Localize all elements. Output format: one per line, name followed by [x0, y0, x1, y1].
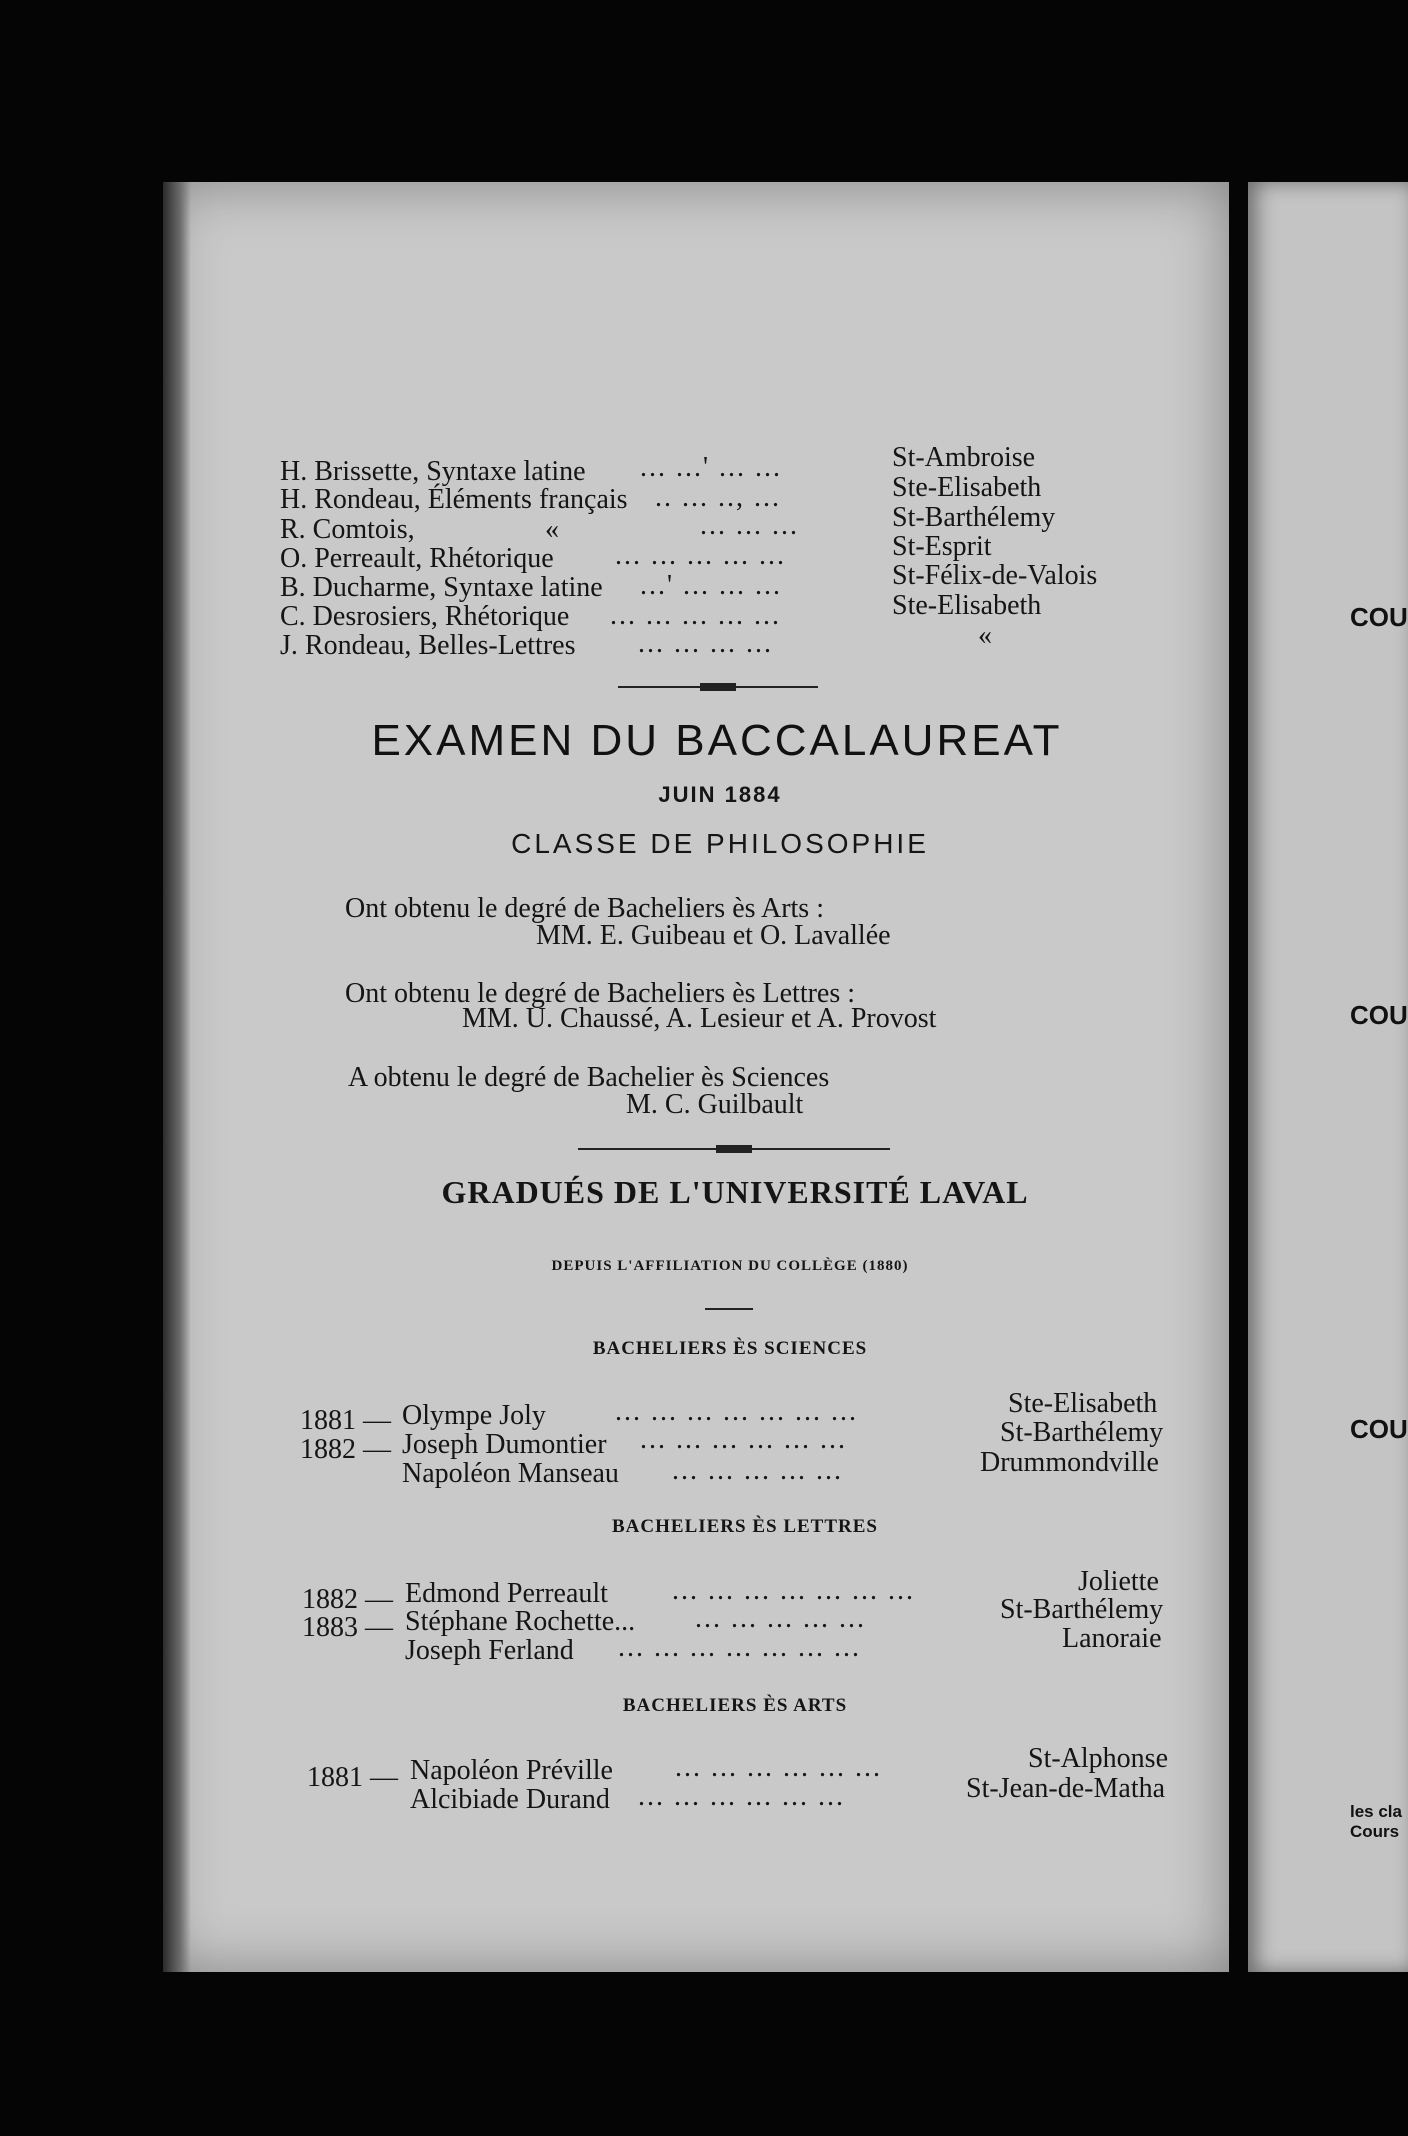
- section-divider: [618, 686, 818, 688]
- leader-dots: ... ... ... ... ...: [695, 1603, 866, 1634]
- grad-name: Napoléon Préville: [410, 1755, 613, 1786]
- prize-name: H. Brissette, Syntaxe latine: [280, 456, 586, 487]
- leader-dots: ... ... ... ... ... ... ...: [672, 1575, 915, 1606]
- prize-name: C. Desrosiers, Rhétorique: [280, 601, 570, 632]
- adjacent-page-fragment: les cla: [1350, 1802, 1402, 1821]
- adjacent-page-fragment: COU: [1350, 1414, 1408, 1444]
- leader-dots: .. ... .., ...: [655, 482, 781, 513]
- grad-name: Napoléon Manseau: [402, 1458, 619, 1489]
- graduates-subtitle: DEPUIS L'AFFILIATION DU COLLÈGE (1880): [551, 1258, 909, 1274]
- leader-dots: ...' ... ... ...: [640, 570, 783, 601]
- prize-name: J. Rondeau, Belles-Lettres: [280, 630, 576, 661]
- grad-name: Alcibiade Durand: [410, 1784, 610, 1815]
- arts-intro: Ont obtenu le degré de Bacheliers ès Arts :: [345, 893, 824, 924]
- prize-place: Ste-Elisabeth: [892, 590, 1042, 621]
- adjacent-page-fragment: Cours: [1350, 1822, 1400, 1841]
- section-divider: [578, 1148, 890, 1150]
- adjacent-page-fragment: COU: [1350, 1000, 1408, 1030]
- prize-place: St-Esprit: [892, 531, 992, 562]
- grad-place: Lanoraie: [1062, 1623, 1162, 1654]
- leader-dots: ... ... ... ... ...: [672, 1455, 843, 1486]
- grad-place: Joliette: [1078, 1566, 1159, 1597]
- leader-dots: ... ...' ... ...: [640, 452, 783, 483]
- grad-place: Ste-Elisabeth: [1008, 1388, 1158, 1419]
- leader-dots: ... ... ... ... ... ... ...: [615, 1396, 858, 1427]
- prize-name: B. Ducharme, Syntaxe latine: [280, 572, 603, 603]
- adjacent-page: [1248, 182, 1408, 1972]
- sciences-names: M. C. Guilbault: [626, 1089, 804, 1120]
- prize-place: St-Ambroise: [892, 442, 1036, 473]
- grad-name: Olympe Joly: [402, 1400, 546, 1431]
- prize-name: O. Perreault, Rhétorique: [280, 543, 554, 574]
- leader-dots: ... ... ... ...: [638, 628, 773, 659]
- grad-name: Stéphane Rochette...: [405, 1606, 636, 1637]
- leader-dots: ... ... ... ... ... ...: [640, 1424, 847, 1455]
- leader-dots: ... ... ...: [700, 510, 799, 541]
- grad-place: St-Alphonse: [1028, 1743, 1168, 1774]
- grad-name: Joseph Ferland: [405, 1635, 574, 1666]
- arts-names: MM. E. Guibeau et O. Lavallée: [536, 920, 891, 951]
- leader-dots: ... ... ... ... ... ... ...: [618, 1632, 861, 1663]
- sciences-intro: A obtenu le degré de Bachelier ès Sciences: [348, 1062, 830, 1093]
- grad-place: St-Barthélemy: [1000, 1594, 1164, 1625]
- leader-dots: ... ... ... ... ... ...: [638, 1781, 845, 1812]
- leader-dots: ... ... ... ... ... ...: [675, 1752, 882, 1783]
- prize-name: R. Comtois,: [280, 514, 415, 545]
- prize-place: «: [978, 620, 992, 651]
- grad-year: 1881 —: [300, 1405, 391, 1436]
- ditto-mark: «: [545, 514, 559, 545]
- grad-year: 1882 —: [302, 1584, 393, 1615]
- exam-date: JUIN 1884: [658, 782, 782, 807]
- grad-year: 1883 —: [302, 1612, 393, 1643]
- prize-place: St-Barthélemy: [892, 502, 1056, 533]
- prize-name: H. Rondeau, Éléments français: [280, 484, 628, 515]
- lettres-heading: BACHELIERS ÈS LETTRES: [612, 1516, 878, 1537]
- grad-place: St-Barthélemy: [1000, 1417, 1164, 1448]
- short-divider: [705, 1308, 753, 1310]
- leader-dots: ... ... ... ... ...: [610, 600, 781, 631]
- graduates-title: GRADUÉS DE L'UNIVERSITÉ LAVAL: [441, 1174, 1029, 1210]
- grad-year: 1881 —: [307, 1762, 398, 1793]
- arts-heading: BACHELIERS ÈS ARTS: [622, 1695, 848, 1716]
- grad-year: 1882 —: [300, 1434, 391, 1465]
- adjacent-page-fragment: COU: [1350, 602, 1408, 632]
- grad-name: Joseph Dumontier: [402, 1429, 607, 1460]
- grad-place: St-Jean-de-Matha: [966, 1773, 1166, 1804]
- exam-class: CLASSE DE PHILOSOPHIE: [511, 828, 929, 859]
- prize-place: Ste-Elisabeth: [892, 472, 1042, 503]
- grad-name: Edmond Perreault: [405, 1578, 608, 1609]
- prize-place: St-Félix-de-Valois: [892, 560, 1098, 591]
- page-binding-edge: [163, 182, 191, 1972]
- lettres-intro: Ont obtenu le degré de Bacheliers ès Lettres :: [345, 978, 856, 1009]
- grad-place: Drummondville: [980, 1447, 1159, 1478]
- exam-title: EXAMEN DU BACCALAUREAT: [371, 716, 1063, 765]
- lettres-names: MM. U. Chaussé, A. Lesieur et A. Provost: [462, 1003, 937, 1034]
- sciences-heading: BACHELIERS ÈS SCIENCES: [592, 1338, 868, 1359]
- leader-dots: ... ... ... ... ...: [615, 540, 786, 571]
